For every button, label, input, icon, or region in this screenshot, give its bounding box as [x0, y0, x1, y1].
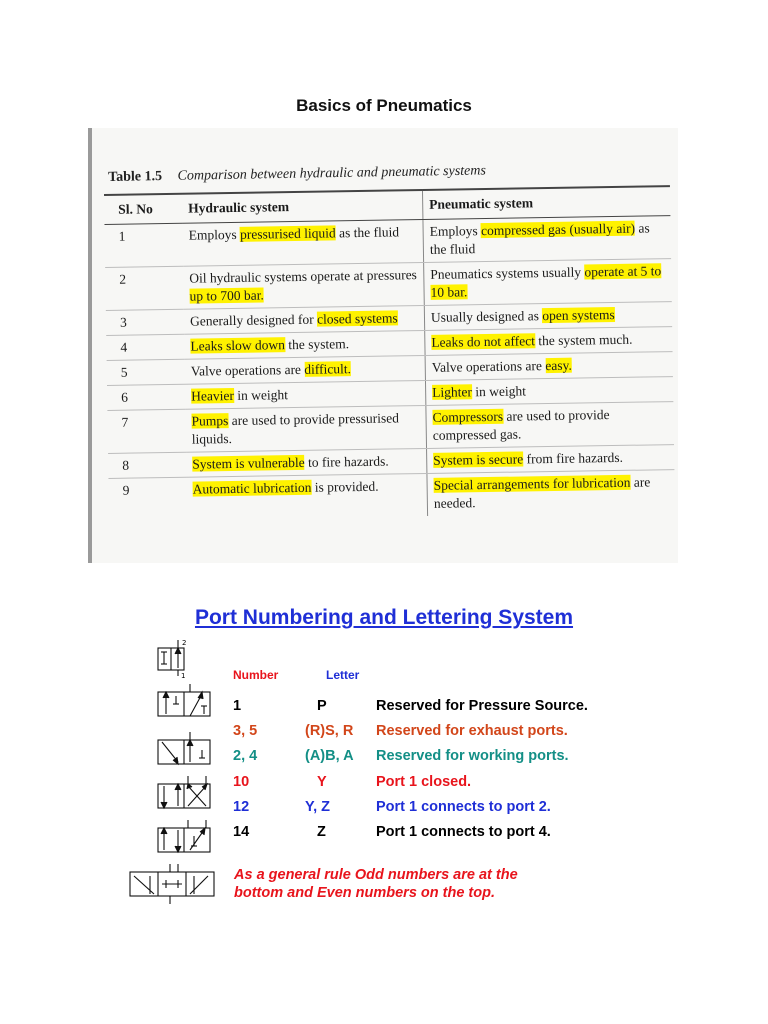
cell-text: as the fluid [335, 224, 400, 241]
highlighted-text: Automatic lubrication [192, 479, 312, 497]
highlighted-text: up to 700 bar. [189, 287, 264, 304]
highlighted-text: Leaks do not affect [431, 333, 536, 350]
cell-text: Pneumatics systems usually [430, 264, 585, 282]
cell-text: in weight [471, 383, 527, 400]
cell-text: are used to provide pressurised liquids. [191, 410, 400, 447]
port-letter: P [317, 698, 327, 714]
highlighted-text: System is vulnerable [192, 454, 305, 472]
cell-text: Employs [188, 226, 241, 243]
cell-pneumatic [424, 302, 672, 331]
highlighted-text: pressurised liquid [239, 225, 336, 242]
port-number: 12 [233, 799, 250, 815]
cell-pneumatic [427, 445, 675, 474]
highlighted-text: open systems [542, 306, 615, 324]
valve-symbol-5-2-a [158, 820, 210, 852]
valve-symbol-3-2-b [158, 732, 210, 764]
highlighted-text: easy. [545, 357, 572, 374]
port-letter: Y [317, 774, 327, 790]
highlighted-text: Leaks slow down [190, 337, 286, 354]
cell-pneumatic [423, 216, 671, 263]
cell-text: Valve operations are [190, 361, 305, 379]
cell-text: Oil hydraulic systems operate at pressures [189, 267, 417, 286]
port-letter: Z [317, 824, 326, 840]
cell-text: from fire hazards. [523, 449, 624, 467]
port-description: Port 1 connects to port 4. [376, 824, 551, 840]
cell-pneumatic [426, 402, 674, 449]
scanned-table-image [88, 128, 678, 563]
table-body [104, 216, 675, 521]
valve-symbol-2-2 [158, 639, 187, 676]
port-description: Reserved for exhaust ports. [376, 723, 568, 739]
cell-pneumatic [424, 259, 672, 306]
col-header-number: Number [233, 668, 279, 682]
port-number: 10 [233, 774, 250, 790]
cell-sl-no: 8 [108, 452, 186, 478]
port-description: Port 1 closed. [376, 774, 472, 790]
highlighted-text: difficult. [304, 361, 352, 377]
cell-hydraulic [184, 305, 425, 334]
cell-hydraulic [182, 219, 423, 266]
port-number: 3, 5 [233, 723, 258, 739]
page-heading: Basics of Pneumatics [296, 96, 472, 115]
col-header-letter: Letter [326, 668, 360, 682]
cell-pneumatic [425, 327, 673, 356]
cell-text: are needed. [433, 474, 651, 511]
valve-symbol-4-2-a [158, 776, 210, 808]
note-line-2: bottom and Even numbers on the top. [234, 885, 495, 901]
cell-sl-no: 4 [106, 334, 184, 360]
cell-text: in weight [233, 387, 289, 403]
highlighted-text: Compressors [432, 408, 504, 425]
highlighted-text: Lighter [432, 384, 473, 400]
port-letter: (A)B, A [305, 748, 354, 764]
cell-hydraulic [183, 262, 424, 309]
port-label-2: 2 [182, 639, 187, 647]
cell-pneumatic [425, 352, 673, 381]
cell-sl-no: 1 [104, 223, 183, 267]
cell-text: the system much. [534, 331, 633, 349]
port-description: Port 1 connects to port 2. [376, 799, 551, 815]
highlighted-text: Pumps [191, 413, 229, 429]
cell-text: Usually designed as [430, 308, 543, 325]
table-caption-text: Comparison between hydraulic and pneumatic systems [177, 163, 487, 184]
cell-text: as the fluid [429, 220, 650, 257]
port-description: Reserved for working ports. [376, 748, 569, 764]
port-letter: Y, Z [305, 799, 330, 815]
cell-hydraulic [186, 448, 427, 477]
port-number: 2, 4 [233, 748, 258, 764]
cell-pneumatic [427, 470, 675, 516]
port-description: Reserved for Pressure Source. [376, 698, 588, 714]
port-label-1: 1 [181, 672, 186, 680]
highlighted-text: Heavier [191, 387, 235, 404]
note-line-1: As a general rule Odd numbers are at the [234, 867, 518, 883]
cell-text: are used to provide compressed gas. [432, 407, 610, 443]
port-section-title: Port Numbering and Lettering System [194, 606, 574, 629]
cell-text: Valve operations are [431, 358, 546, 375]
cell-pneumatic [425, 377, 673, 406]
cell-hydraulic [185, 405, 426, 452]
scan-edge [88, 128, 92, 563]
cell-hydraulic [185, 355, 426, 384]
valve-symbols [120, 636, 220, 908]
cell-text: to fire hazards. [304, 453, 389, 470]
cell-sl-no: 6 [107, 384, 185, 410]
table-caption [108, 163, 486, 186]
cell-text: the system. [284, 336, 350, 353]
cell-sl-no: 2 [105, 266, 184, 310]
port-number: 14 [233, 824, 250, 840]
general-rule-note [234, 866, 518, 902]
header-hydraulic: Hydraulic system [182, 190, 423, 223]
port-number: 1 [233, 698, 242, 714]
highlighted-text: Special arrangements for lubrication [433, 474, 631, 493]
highlighted-text: closed systems [316, 310, 398, 327]
highlighted-text: operate at 5 to 10 bar. [430, 263, 662, 300]
highlighted-text: System is secure [433, 451, 524, 468]
header-pneumatic: Pneumatic system [422, 186, 670, 219]
header-sl-no: Sl. No [104, 194, 182, 225]
comparison-table [104, 185, 675, 521]
valve-symbol-3-2-a [158, 684, 210, 716]
highlighted-text: compressed gas (usually air) [480, 220, 636, 239]
cell-sl-no: 7 [107, 409, 186, 453]
cell-sl-no: 9 [122, 482, 130, 498]
cell-sl-no: 5 [107, 359, 185, 385]
cell-sl-no: 3 [106, 309, 184, 335]
cell-hydraulic [184, 330, 425, 359]
table-row [108, 470, 675, 521]
cell-text: is provided. [311, 478, 379, 495]
valve-symbol-5-3 [130, 864, 214, 904]
cell-text: Employs [429, 223, 482, 239]
cell-hydraulic [186, 473, 427, 519]
port-letter: (R)S, R [305, 723, 354, 739]
table-label: Table 1.5 [108, 169, 163, 185]
cell-hydraulic [185, 380, 426, 409]
cell-text: Generally designed for [189, 311, 318, 329]
